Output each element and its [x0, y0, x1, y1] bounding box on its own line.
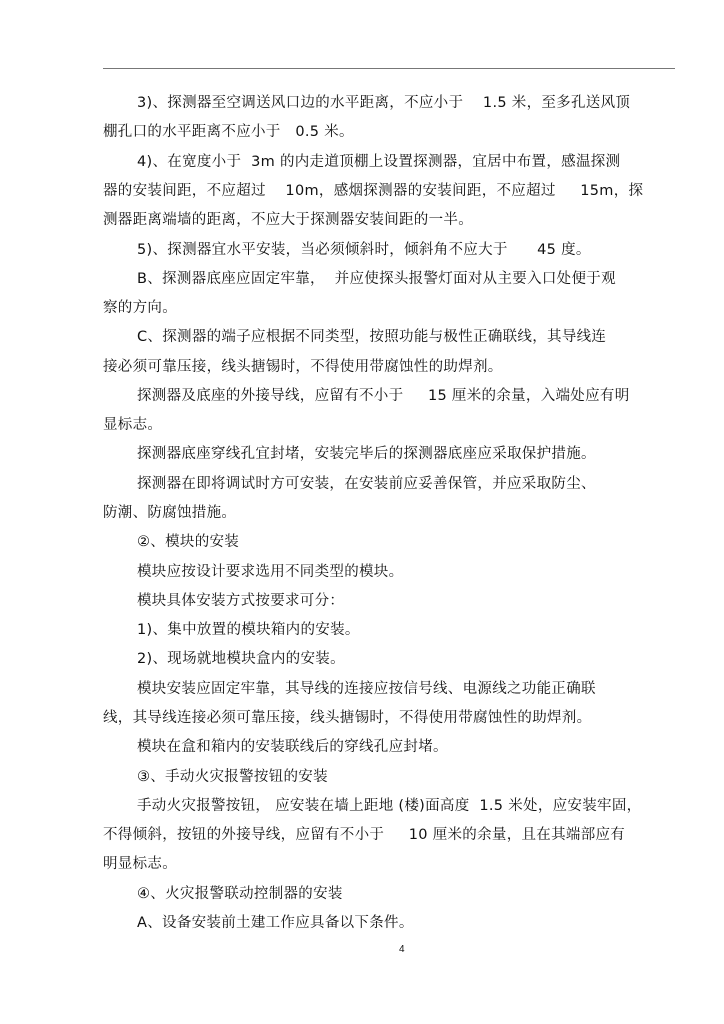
text-line: 5)、探测器宜水平安装，当必须倾斜时，倾斜角不应大于 45 度。 — [137, 242, 591, 258]
page-number: 4 — [399, 944, 405, 955]
text-line: 防潮、防腐蚀措施。 — [103, 505, 237, 521]
text-line: 模块在盒和箱内的安装联线后的穿线孔应封堵。 — [137, 739, 448, 755]
text-line: 显标志。 — [103, 417, 163, 433]
text-line: 探测器在即将调试时方可安装，在安装前应妥善保管，并应采取防尘、 — [137, 476, 596, 492]
text-line: 察的方向。 — [103, 300, 177, 316]
text-line: 模块应按设计要求选用不同类型的模块。 — [137, 564, 404, 580]
text-line: 测器距离端墙的距离，不应大于探测器安装间距的一半。 — [103, 212, 473, 228]
text-line: A、设备安装前土建工作应具备以下条件。 — [137, 915, 414, 931]
section-heading: ②、模块的安装 — [137, 534, 240, 550]
text-line: 明显标志。 — [103, 856, 177, 872]
section-heading: ③、手动火灾报警按钮的安装 — [137, 769, 328, 785]
text-line: 接必须可靠压接，线头搪锡时，不得使用带腐蚀性的助焊剂。 — [103, 359, 503, 375]
text-line: 线，其导线连接必须可靠压接，线头搪锡时，不得使用带腐蚀性的助焊剂。 — [103, 710, 592, 726]
text-line: 4)、在宽度小于 3m 的内走道顶棚上设置探测器，宜居中布置，感温探测 — [137, 154, 621, 170]
text-line: 器的安装间距，不应超过 10m，感烟探测器的安装间距，不应超过 15m，探 — [103, 183, 644, 199]
text-line: 2)、现场就地模块盒内的安装。 — [137, 651, 345, 667]
text-line: 探测器及底座的外接导线，应留有不小于 15 厘米的余量，入端处应有明 — [137, 388, 630, 404]
text-line: 模块具体安装方式按要求可分： — [137, 593, 345, 609]
text-line: 3)、探测器至空调送风口边的水平距离，不应小于 1.5 米，至多孔送风顶 — [137, 95, 631, 111]
text-line: 模块安装应固定牢靠，其导线的连接应按信号线、电源线之功能正确联 — [137, 681, 596, 697]
text-line: B、探测器底座应固定牢靠， 并应使探头报警灯面对从主要入口处便于观 — [137, 271, 616, 287]
text-line: 1)、集中放置的模块箱内的安装。 — [137, 622, 360, 638]
header-rule — [103, 68, 675, 69]
text-line: 探测器底座穿线孔宜封堵，安装完毕后的探测器底座应采取保护措施。 — [137, 446, 596, 462]
text-line: 棚孔口的水平距离不应小于 0.5 米。 — [103, 124, 354, 140]
text-line: 手动火灾报警按钮， 应安装在墙上距地 (楼)面高度 1.5 米处，应安装牢固， — [137, 798, 642, 814]
section-heading: ④、火灾报警联动控制器的安装 — [137, 886, 343, 902]
text-line: 不得倾斜，按钮的外接导线，应留有不小于 10 厘米的余量，且在其端部应有 — [103, 827, 626, 843]
text-line: C、探测器的端子应根据不同类型，按照功能与极性正确联线，其导线连 — [137, 329, 607, 345]
